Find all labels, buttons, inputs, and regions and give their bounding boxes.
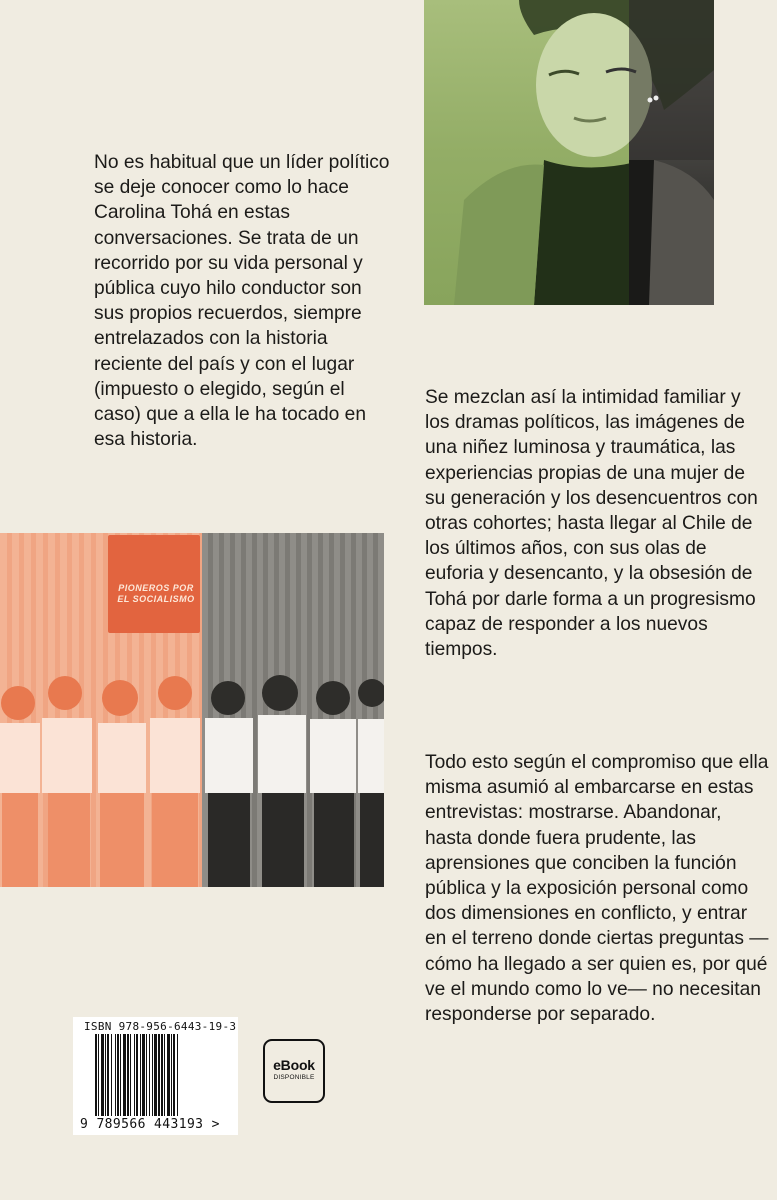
portrait-photo <box>424 0 714 305</box>
barcode-bar <box>115 1034 116 1116</box>
barcode-bar <box>134 1034 135 1116</box>
banner-text: PIONEROS POR EL SOCIALISMO <box>117 583 195 604</box>
barcode-bar <box>177 1034 178 1116</box>
middle-paragraph: Se mezclan así la intimidad familiar y los dramas políticos, las imágenes de una niñez luminosa y traumática, las experiencias propias de una mujer de su generación y los desencuentros con otras cohortes; hasta llegar al Chile de los últimos años, con sus olas de euforia y desencanto, y la obsesión de Tohá por darle forma a un progresismo capaz de responder a los nuevos tiempos. <box>425 387 758 661</box>
barcode-bar <box>95 1034 97 1116</box>
barcode-bar <box>146 1034 147 1116</box>
barcode-bar <box>142 1034 145 1116</box>
barcode-bar <box>154 1034 157 1116</box>
closing-paragraph: Todo esto según el compromiso que ella misma asumió al embarcarse en estas entrevistas: mostrarse. Abandonar, hasta donde fuera prudente, las aprensiones que conciben la función pública y la exposición personal como dos dimensiones en conflicto, y entrar en el terreno donde ciertas preguntas —cómo ha llegado a ser quien es, por qué ve el mundo como lo ve— no necesitan responderse por separado. <box>425 752 769 1026</box>
portrait-figure <box>424 0 714 305</box>
ebook-badge-title: eBook <box>273 1057 315 1073</box>
barcode-bar <box>120 1034 121 1116</box>
barcode-bar <box>161 1034 163 1116</box>
barcode-bar <box>107 1034 109 1116</box>
barcode-bar <box>136 1034 138 1116</box>
barcode-bar <box>149 1034 150 1116</box>
barcode <box>95 1034 227 1116</box>
ebook-badge <box>263 1039 325 1103</box>
barcode-bar <box>173 1034 175 1116</box>
barcode-bar <box>98 1034 99 1116</box>
isbn-label: ISBN 978-956-6443-19-3 <box>84 1020 237 1033</box>
barcode-bar <box>117 1034 119 1116</box>
intro-paragraph: No es habitual que un líder político se deje conocer como lo hace Carolina Tohá en estas conversaciones. Se trata de un recorrido por su vida personal y pública cuyo hilo conductor son sus propios recuerdos, siempre entrelazados con la historia reciente del país y con el lugar (impuesto o elegido, según el caso) que a ella le ha tocado en esa historia. <box>94 152 390 451</box>
barcode-bar <box>111 1034 112 1116</box>
barcode-bar <box>101 1034 104 1116</box>
barcode-bar <box>164 1034 165 1116</box>
ebook-badge-subtitle: DISPONIBLE <box>273 1074 315 1081</box>
barcode-bar <box>152 1034 153 1116</box>
barcode-bar <box>130 1034 131 1116</box>
barcode-bar <box>167 1034 170 1116</box>
barcode-bar <box>158 1034 160 1116</box>
group-photo <box>0 533 384 887</box>
barcode-bar <box>127 1034 129 1116</box>
barcode-bar <box>140 1034 141 1116</box>
barcode-digits: 9 789566 443193 > <box>80 1117 220 1132</box>
barcode-bar <box>105 1034 106 1116</box>
barcode-bar <box>123 1034 126 1116</box>
group-figures <box>0 533 384 887</box>
barcode-bar <box>171 1034 172 1116</box>
